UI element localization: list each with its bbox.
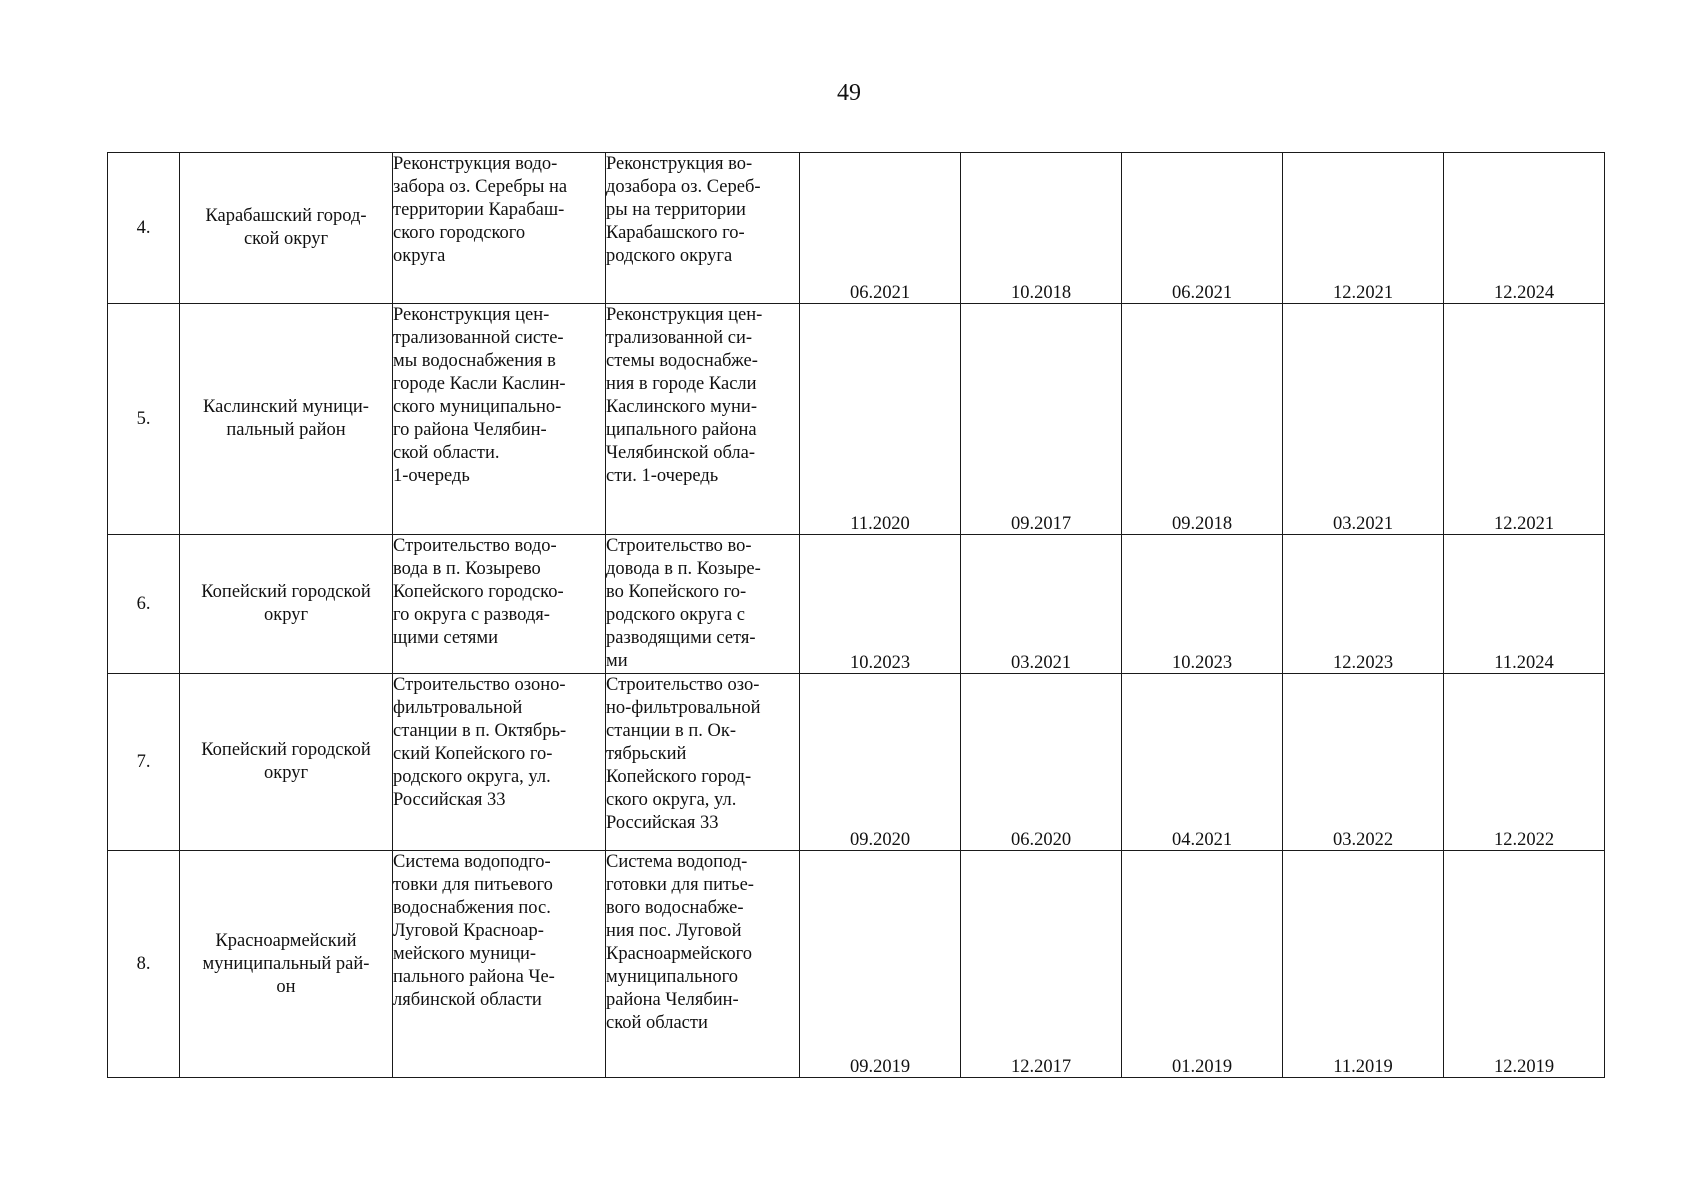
date-value: 12.2023: [1332, 653, 1394, 673]
date-value: 09.2020: [849, 830, 911, 850]
date-value: 12.2024: [1493, 283, 1555, 303]
date-value: 01.2019: [1171, 1057, 1233, 1077]
municipality-cell: [180, 535, 393, 674]
table-row: [108, 535, 1605, 674]
row-number: 5.: [108, 304, 180, 535]
date-value: 12.2021: [1493, 514, 1555, 534]
municipality-cell: [180, 674, 393, 851]
project-cell: Строительство озоно- фильтровальной станции в п. Октябрь- ский Копейского го- родского округа, ул. Российская 33: [393, 674, 606, 851]
municipality-cell: [180, 851, 393, 1078]
project-cell: Реконструкция цен- трализованной систе- мы водоснабжения в городе Касли Каслин- ского муниципально- го района Челябин- ской области. 1-очередь: [393, 304, 606, 535]
table-row: [108, 851, 1605, 1078]
municipality-text: Карабашский город- ской округ: [205, 206, 367, 249]
date-cell: [1444, 851, 1605, 1078]
row-number: 7.: [108, 674, 180, 851]
object-cell: Строительство озо- но-фильтровальной станции в п. Ок- тябрьский Копейского город- ского округа, ул. Российская 33: [606, 674, 800, 851]
date-value: 03.2021: [1010, 653, 1072, 673]
date-cell: [1444, 674, 1605, 851]
table-row: [108, 674, 1605, 851]
date-value: 04.2021: [1171, 830, 1233, 850]
date-cell: [1122, 851, 1283, 1078]
date-cell: [1444, 304, 1605, 535]
table-row: [108, 304, 1605, 535]
row-number: 8.: [108, 851, 180, 1078]
date-value: 11.2019: [1333, 1057, 1393, 1077]
municipality-text: Копейский городской округ: [201, 582, 371, 625]
date-cell: [1283, 535, 1444, 674]
date-cell: [961, 304, 1122, 535]
date-cell: [800, 535, 961, 674]
municipality-text: Копейский городской округ: [201, 740, 371, 783]
date-cell: [961, 535, 1122, 674]
date-value: 12.2021: [1332, 283, 1394, 303]
date-value: 10.2023: [1171, 653, 1233, 673]
date-cell: [800, 153, 961, 304]
date-cell: [800, 304, 961, 535]
date-cell: [961, 153, 1122, 304]
date-value: 06.2021: [1171, 283, 1233, 303]
date-cell: [800, 674, 961, 851]
schedule-table: [107, 152, 1605, 1078]
date-cell: [1122, 153, 1283, 304]
municipality-cell: [180, 304, 393, 535]
row-number: 6.: [108, 535, 180, 674]
date-value: 03.2022: [1332, 830, 1394, 850]
date-cell: [961, 851, 1122, 1078]
date-cell: [961, 674, 1122, 851]
date-cell: [1283, 304, 1444, 535]
project-cell: Строительство водо- вода в п. Козырево Копейского городско- го округа с разводя- щими сетями: [393, 535, 606, 674]
date-value: 03.2021: [1332, 514, 1394, 534]
object-cell: Реконструкция цен- трализованной си- стемы водоснабже- ния в городе Касли Каслинского муни- ципального района Челябинской обла- сти. 1-очередь: [606, 304, 800, 535]
date-value: 11.2024: [1494, 653, 1554, 673]
date-cell: [1444, 535, 1605, 674]
municipality-text: Каслинский муници- пальный район: [203, 397, 369, 440]
date-cell: [1283, 674, 1444, 851]
municipality-text: Красноармейский муниципальный рай- он: [202, 930, 370, 997]
date-value: 11.2020: [850, 514, 910, 534]
date-cell: [1122, 304, 1283, 535]
date-cell: [1283, 153, 1444, 304]
date-cell: [800, 851, 961, 1078]
date-value: 10.2023: [849, 653, 911, 673]
date-value: 12.2019: [1493, 1057, 1555, 1077]
date-value: 09.2018: [1171, 514, 1233, 534]
row-number: 4.: [108, 153, 180, 304]
project-cell: Система водоподго- товки для питьевого водоснабжения пос. Луговой Красноар- мейского муници- пального района Че- лябинской области: [393, 851, 606, 1078]
date-value: 12.2017: [1010, 1057, 1072, 1077]
municipality-cell: [180, 153, 393, 304]
table-row: [108, 153, 1605, 304]
object-cell: Реконструкция во- дозабора оз. Сереб- ры на территории Карабашского го- родского округа: [606, 153, 800, 304]
date-cell: [1283, 851, 1444, 1078]
date-value: 12.2022: [1493, 830, 1555, 850]
date-value: 06.2020: [1010, 830, 1072, 850]
date-value: 06.2021: [849, 283, 911, 303]
date-cell: [1444, 153, 1605, 304]
page-number: 49: [837, 80, 861, 106]
date-cell: [1122, 535, 1283, 674]
date-value: 10.2018: [1010, 283, 1072, 303]
project-cell: Реконструкция водо- забора оз. Серебры на территории Карабаш- ского городского округа: [393, 153, 606, 304]
object-cell: Система водопод- готовки для питье- вого водоснабже- ния пос. Луговой Красноармейского муниципального района Челябин- ской области: [606, 851, 800, 1078]
date-cell: [1122, 674, 1283, 851]
date-value: 09.2019: [849, 1057, 911, 1077]
object-cell: Строительство во- довода в п. Козыре- во Копейского го- родского округа с разводящими сетя- ми: [606, 535, 800, 674]
date-value: 09.2017: [1010, 514, 1072, 534]
